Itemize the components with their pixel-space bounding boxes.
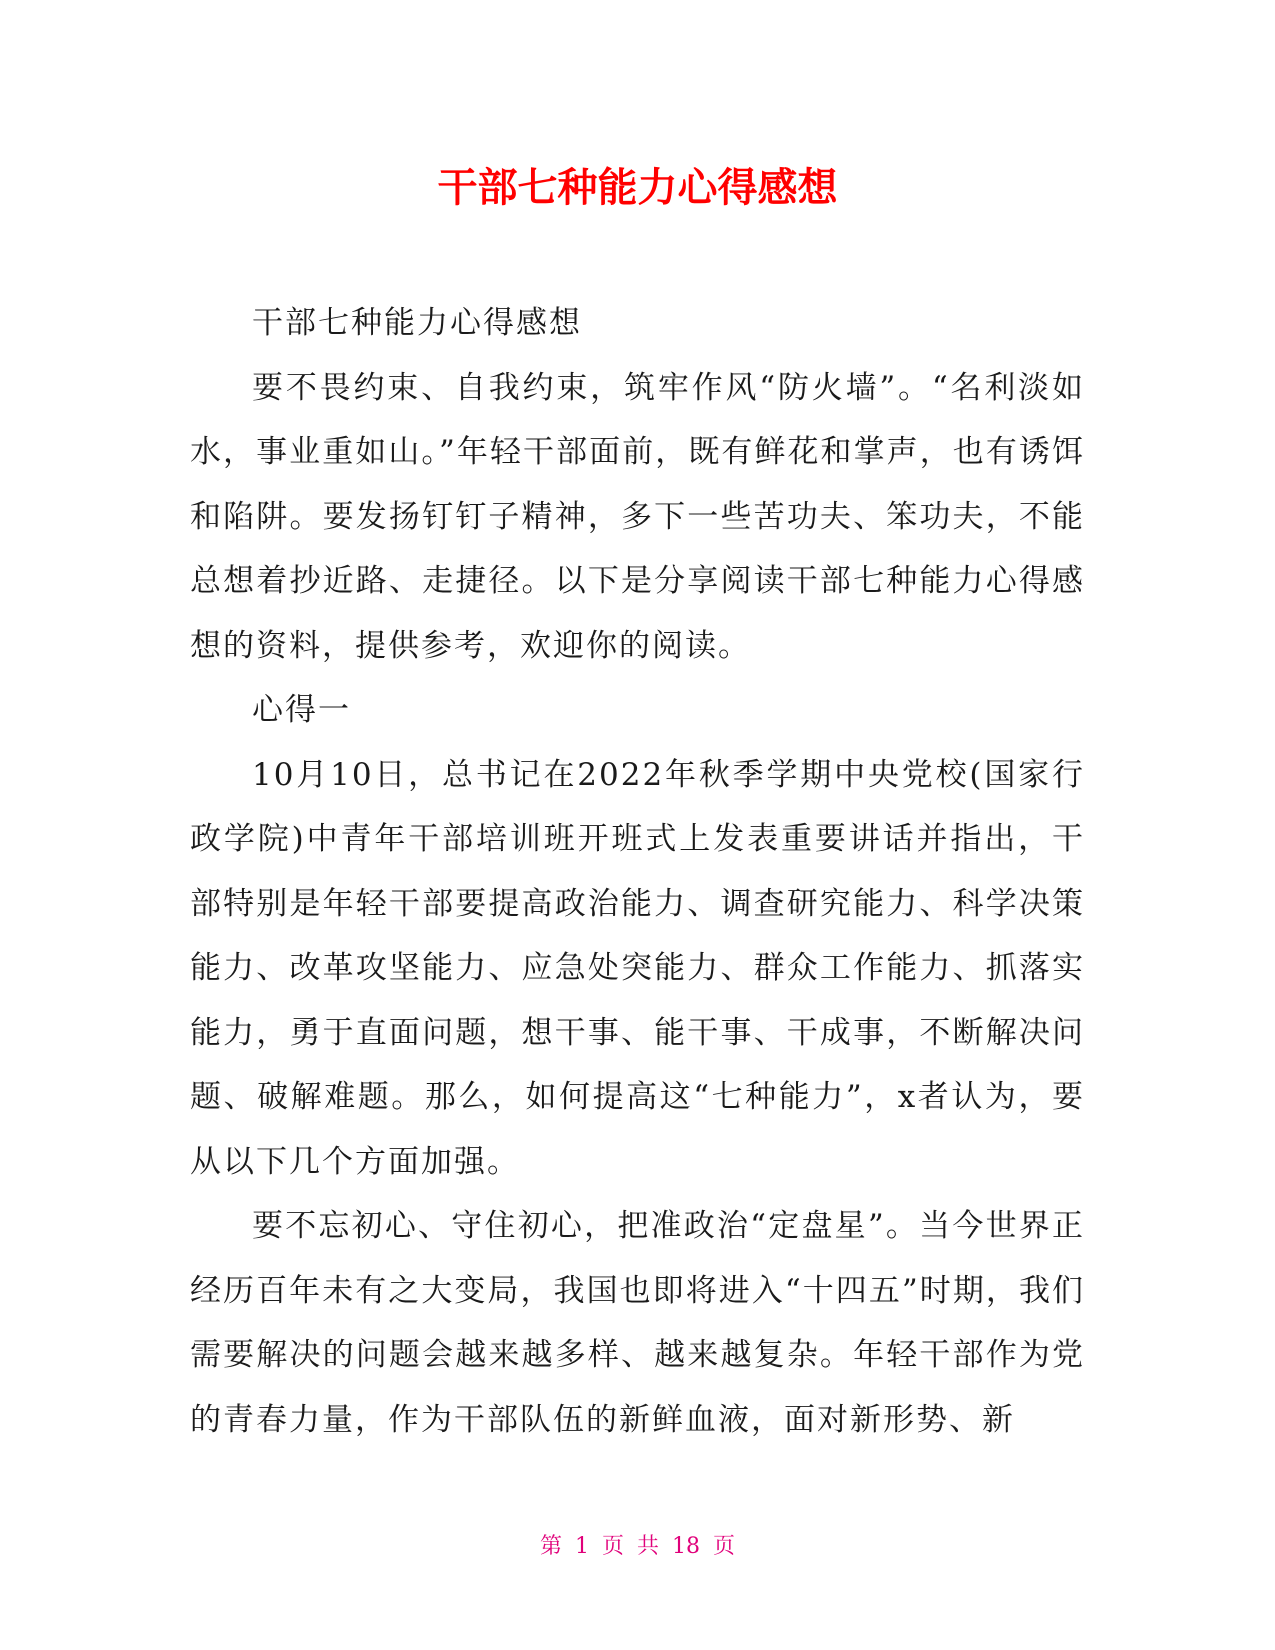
footer-suffix: 页	[713, 1534, 736, 1559]
paragraph-body: 10月10日，总书记在2022年秋季学期中央党校(国家行政学院)中青年干部培训班开班式上发表重要讲话并指出，干部特别是年轻干部要提高政治能力、调查研究能力、科学决策能力、改革攻坚能力、应急处突能力、群众工作能力、抓落实能力，勇于直面问题，想干事、能干事、干成事，不断解决问题、破解难题。那么，如何提高这“七种能力”，x者认为，要从以下几个方面加强。	[190, 756, 1085, 1180]
paragraph-intro: 要不畏约束、自我约束，筑牢作风“防火墙”。“名利淡如水，事业重如山。”年轻干部面前，既有鲜花和掌声，也有诱饵和陷阱。要发扬钉钉子精神，多下一些苦功夫、笨功夫，不能总想着抄近路、走捷径。以下是分享阅读干部七种能力心得感想的资料，提供参考，欢迎你的阅读。	[190, 369, 1085, 664]
document-body	[190, 291, 1085, 1452]
page-footer	[0, 1532, 1275, 1562]
document-title: 干部七种能力心得感想	[437, 165, 838, 211]
footer-mid: 页 共	[602, 1534, 659, 1559]
paragraph-body: 要不忘初心、守住初心，把准政治“定盘星”。当今世界正经历百年未有之大变局，我国也即将进入“十四五”时期，我们需要解决的问题会越来越多样、越来越复杂。年轻干部作为党的青春力量，作为干部队伍的新鲜血液，面对新形势、新	[190, 1208, 1085, 1438]
footer-total-pages: 18	[672, 1534, 700, 1559]
paragraph-subtitle: 干部七种能力心得感想	[252, 305, 582, 341]
footer-current-page: 1	[575, 1534, 589, 1559]
footer-prefix: 第	[539, 1534, 562, 1559]
paragraph-section-heading: 心得一	[252, 692, 351, 728]
